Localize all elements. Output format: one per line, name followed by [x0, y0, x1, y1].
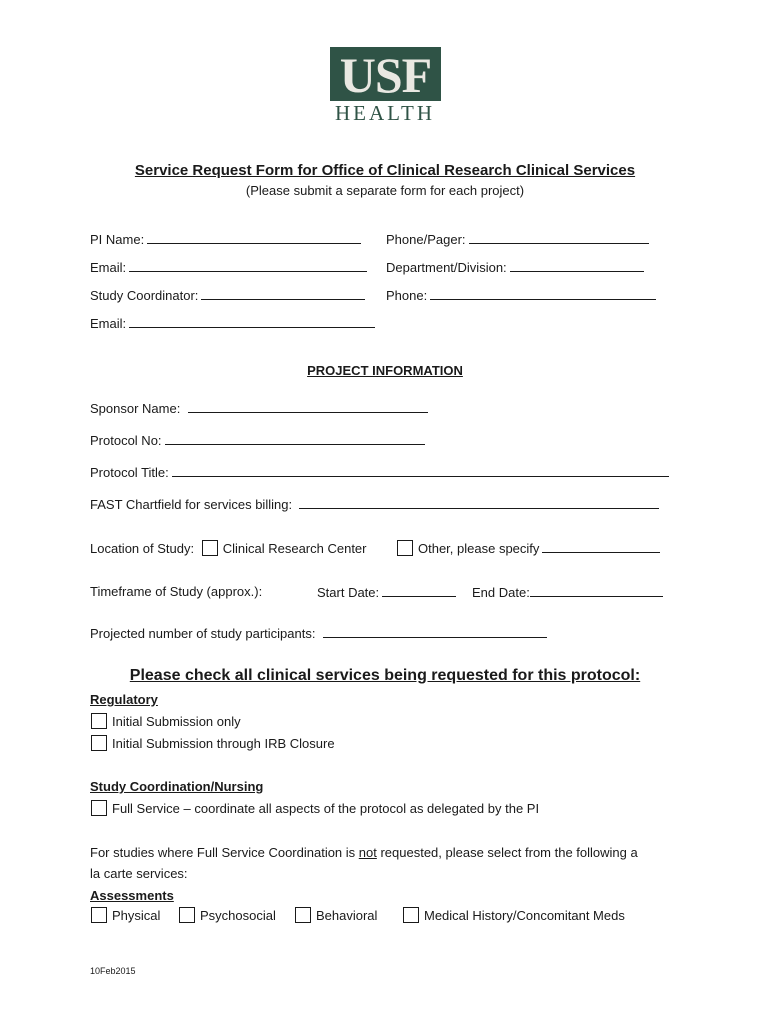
email-field-2[interactable]	[129, 315, 375, 328]
regulatory-heading: Regulatory	[90, 692, 158, 707]
pi-name-label: PI Name:	[90, 232, 145, 247]
coordination-heading: Study Coordination/Nursing	[90, 779, 264, 794]
phone-row	[386, 287, 656, 303]
email-row-1	[90, 259, 367, 275]
location-label: Location of Study:	[90, 541, 195, 556]
phone-pager-field[interactable]	[469, 231, 649, 244]
crc-label: Clinical Research Center	[222, 541, 367, 556]
project-info-heading: PROJECT INFORMATION	[307, 363, 463, 378]
logo-usf-text: USF	[339, 47, 432, 103]
a-la-carte-note	[90, 845, 638, 860]
email-label-1: Email:	[90, 260, 127, 275]
crc-checkbox[interactable]	[202, 540, 218, 556]
physical-label: Physical	[112, 908, 161, 923]
assessment-physical	[91, 907, 160, 923]
location-row	[90, 540, 366, 556]
a-la-carte-note-line2: la carte services:	[90, 866, 188, 881]
other-location-row	[397, 540, 660, 556]
protocol-title-row	[90, 464, 669, 480]
full-service-checkbox[interactable]	[91, 800, 107, 816]
fast-chartfield-field[interactable]	[299, 496, 659, 509]
department-label: Department/Division:	[386, 260, 507, 275]
assessment-medical-history	[403, 907, 625, 923]
protocol-no-label: Protocol No:	[90, 433, 162, 448]
logo-health-text: HEALTH	[334, 101, 436, 125]
other-location-checkbox[interactable]	[397, 540, 413, 556]
services-heading: Please check all clinical services being requested for this protocol:	[129, 667, 641, 684]
regulatory-item	[91, 735, 335, 751]
study-coordinator-row	[90, 287, 365, 303]
full-service-label: Full Service – coordinate all aspects of the protocol as delegated by the PI	[112, 801, 540, 816]
study-coordinator-label: Study Coordinator:	[90, 288, 199, 303]
email-field-1[interactable]	[129, 259, 367, 272]
fast-chartfield-row	[90, 496, 659, 512]
other-location-field[interactable]	[542, 540, 660, 553]
assessment-psychosocial	[179, 907, 276, 923]
medical-history-checkbox[interactable]	[403, 907, 419, 923]
end-date-label: End Date:	[472, 585, 530, 600]
pi-name-field[interactable]	[147, 231, 361, 244]
study-coordinator-field[interactable]	[201, 287, 365, 300]
note-not: not	[358, 845, 377, 860]
sponsor-label: Sponsor Name:	[90, 401, 181, 416]
irb-closure-checkbox[interactable]	[91, 735, 107, 751]
regulatory-item	[91, 713, 241, 729]
pi-name-row	[90, 231, 361, 247]
department-row	[386, 259, 644, 275]
physical-checkbox[interactable]	[91, 907, 107, 923]
protocol-title-label: Protocol Title:	[90, 465, 169, 480]
form-title: Service Request Form for Office of Clinical Research Clinical Services	[134, 162, 636, 179]
participants-row	[90, 625, 547, 641]
start-date-row	[317, 584, 456, 600]
initial-submission-label: Initial Submission only	[112, 714, 241, 729]
other-location-label: Other, please specify	[418, 541, 540, 556]
fast-chartfield-label: FAST Chartfield for services billing:	[90, 497, 293, 512]
note-part-1: For studies where Full Service Coordination is	[90, 845, 359, 860]
assessments-heading: Assessments	[90, 888, 174, 903]
psychosocial-label: Psychosocial	[200, 908, 276, 923]
medical-history-label: Medical History/Concomitant Meds	[424, 908, 625, 923]
participants-field[interactable]	[323, 625, 547, 638]
sponsor-field[interactable]	[188, 400, 428, 413]
timeframe-label: Timeframe of Study (approx.):	[90, 584, 263, 599]
behavioral-checkbox[interactable]	[295, 907, 311, 923]
irb-closure-label: Initial Submission through IRB Closure	[112, 736, 335, 751]
end-date-field[interactable]	[530, 584, 663, 597]
usf-logo-box	[330, 47, 441, 101]
phone-pager-row	[386, 231, 649, 247]
initial-submission-checkbox[interactable]	[91, 713, 107, 729]
behavioral-label: Behavioral	[316, 908, 378, 923]
form-subtitle: (Please submit a separate form for each project)	[245, 183, 525, 198]
participants-label: Projected number of study participants:	[90, 626, 316, 641]
protocol-no-row	[90, 432, 425, 448]
protocol-title-field[interactable]	[172, 464, 669, 477]
start-date-field[interactable]	[382, 584, 456, 597]
note-part-2: requested, please select from the following a	[376, 845, 638, 860]
psychosocial-checkbox[interactable]	[179, 907, 195, 923]
start-date-label: Start Date:	[317, 585, 380, 600]
end-date-row	[472, 584, 663, 600]
phone-field[interactable]	[430, 287, 656, 300]
phone-pager-label: Phone/Pager:	[386, 232, 466, 247]
assessment-behavioral	[295, 907, 377, 923]
email-row-2	[90, 315, 375, 331]
footer-date: 10Feb2015	[90, 966, 136, 976]
sponsor-row	[90, 400, 428, 416]
phone-label: Phone:	[386, 288, 428, 303]
email-label-2: Email:	[90, 316, 127, 331]
protocol-no-field[interactable]	[165, 432, 425, 445]
coordination-item	[91, 800, 539, 816]
department-field[interactable]	[510, 259, 644, 272]
